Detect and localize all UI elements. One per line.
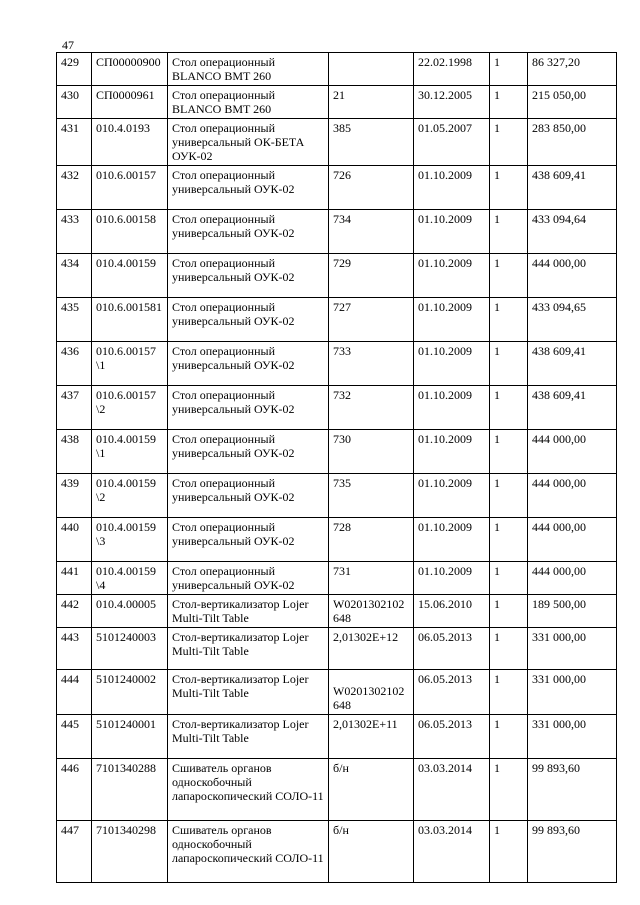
row-number: 438 bbox=[57, 430, 92, 474]
inventory-code: 5101240003 bbox=[92, 628, 168, 670]
cost-value: 331 000,00 bbox=[528, 715, 617, 759]
row-number: 431 bbox=[57, 119, 92, 166]
row-number: 436 bbox=[57, 342, 92, 386]
quantity: 1 bbox=[490, 210, 528, 254]
table-row bbox=[57, 119, 617, 166]
cost-value: 438 609,41 bbox=[528, 342, 617, 386]
inventory-code: СП0000961 bbox=[92, 86, 168, 119]
item-name: Стол операционный универсальный ОК-БЕТА ОУК-02 bbox=[168, 119, 329, 166]
acquisition-date: 01.10.2009 bbox=[414, 166, 490, 210]
cost-value: 86 327,20 bbox=[528, 53, 617, 86]
cost-value: 331 000,00 bbox=[528, 670, 617, 715]
row-number: 434 bbox=[57, 254, 92, 298]
table-row bbox=[57, 759, 617, 821]
page-number: 47 bbox=[62, 38, 74, 52]
table-row bbox=[57, 628, 617, 670]
serial-number: 2,01302E+12 bbox=[329, 628, 414, 670]
quantity: 1 bbox=[490, 518, 528, 562]
acquisition-date: 06.05.2013 bbox=[414, 670, 490, 715]
serial-number: 732 bbox=[329, 386, 414, 430]
inventory-code: 7101340288 bbox=[92, 759, 168, 821]
quantity: 1 bbox=[490, 821, 528, 883]
cost-value: 438 609,41 bbox=[528, 386, 617, 430]
item-name: Стол операционный универсальный ОУК-02 bbox=[168, 474, 329, 518]
inventory-code: 7101340298 bbox=[92, 821, 168, 883]
table-row bbox=[57, 430, 617, 474]
item-name: Стол операционный универсальный ОУК-02 bbox=[168, 430, 329, 474]
item-name: Стол-вертикализатор Lojer Multi-Tilt Table bbox=[168, 670, 329, 715]
serial-number: 2,01302E+11 bbox=[329, 715, 414, 759]
inventory-code: 010.6.00157\2 bbox=[92, 386, 168, 430]
serial-number: 734 bbox=[329, 210, 414, 254]
inventory-code: 010.4.00159\4 bbox=[92, 562, 168, 595]
cost-value: 331 000,00 bbox=[528, 628, 617, 670]
cost-value: 438 609,41 bbox=[528, 166, 617, 210]
row-number: 439 bbox=[57, 474, 92, 518]
table-row bbox=[57, 342, 617, 386]
inventory-code: 010.4.00159\3 bbox=[92, 518, 168, 562]
table-row bbox=[57, 595, 617, 628]
inventory-code: 010.6.00157 bbox=[92, 166, 168, 210]
quantity: 1 bbox=[490, 670, 528, 715]
inventory-code: 5101240001 bbox=[92, 715, 168, 759]
item-name: Стол операционный универсальный ОУК-02 bbox=[168, 254, 329, 298]
quantity: 1 bbox=[490, 342, 528, 386]
row-number: 437 bbox=[57, 386, 92, 430]
row-number: 447 bbox=[57, 821, 92, 883]
quantity: 1 bbox=[490, 595, 528, 628]
acquisition-date: 01.10.2009 bbox=[414, 210, 490, 254]
serial-number: 729 bbox=[329, 254, 414, 298]
item-name: Стол операционный универсальный ОУК-02 bbox=[168, 518, 329, 562]
cost-value: 99 893,60 bbox=[528, 759, 617, 821]
acquisition-date: 30.12.2005 bbox=[414, 86, 490, 119]
table-row bbox=[57, 474, 617, 518]
serial-number: 728 bbox=[329, 518, 414, 562]
cost-value: 189 500,00 bbox=[528, 595, 617, 628]
acquisition-date: 03.03.2014 bbox=[414, 821, 490, 883]
table-row bbox=[57, 166, 617, 210]
acquisition-date: 01.05.2007 bbox=[414, 119, 490, 166]
acquisition-date: 01.10.2009 bbox=[414, 562, 490, 595]
row-number: 432 bbox=[57, 166, 92, 210]
inventory-code: 010.4.00005 bbox=[92, 595, 168, 628]
cost-value: 444 000,00 bbox=[528, 518, 617, 562]
table-row bbox=[57, 821, 617, 883]
acquisition-date: 01.10.2009 bbox=[414, 474, 490, 518]
acquisition-date: 01.10.2009 bbox=[414, 298, 490, 342]
item-name: Стол-вертикализатор Lojer Multi-Tilt Table bbox=[168, 715, 329, 759]
table-row bbox=[57, 298, 617, 342]
serial-number bbox=[329, 53, 414, 86]
acquisition-date: 01.10.2009 bbox=[414, 386, 490, 430]
row-number: 433 bbox=[57, 210, 92, 254]
quantity: 1 bbox=[490, 474, 528, 518]
table-row bbox=[57, 670, 617, 715]
serial-number: 730 bbox=[329, 430, 414, 474]
row-number: 430 bbox=[57, 86, 92, 119]
item-name: Сшиватель органов односкобочный лапароскопический СОЛО-11 bbox=[168, 821, 329, 883]
serial-number: 733 bbox=[329, 342, 414, 386]
inventory-code: 010.4.0193 bbox=[92, 119, 168, 166]
acquisition-date: 01.10.2009 bbox=[414, 518, 490, 562]
item-name: Стол операционный BLANCO BMT 260 bbox=[168, 86, 329, 119]
quantity: 1 bbox=[490, 119, 528, 166]
acquisition-date: 22.02.1998 bbox=[414, 53, 490, 86]
inventory-code: СП00000900 bbox=[92, 53, 168, 86]
item-name: Стол-вертикализатор Lojer Multi-Tilt Table bbox=[168, 628, 329, 670]
quantity: 1 bbox=[490, 166, 528, 210]
acquisition-date: 06.05.2013 bbox=[414, 715, 490, 759]
table-row bbox=[57, 86, 617, 119]
inventory-code: 010.4.00159 bbox=[92, 254, 168, 298]
table-row bbox=[57, 53, 617, 86]
cost-value: 215 050,00 bbox=[528, 86, 617, 119]
serial-number: 726 bbox=[329, 166, 414, 210]
inventory-code: 010.6.00158 bbox=[92, 210, 168, 254]
item-name: Стол операционный универсальный ОУК-02 bbox=[168, 166, 329, 210]
serial-number: б/н bbox=[329, 821, 414, 883]
inventory-code: 010.6.001581 bbox=[92, 298, 168, 342]
table-row bbox=[57, 715, 617, 759]
acquisition-date: 06.05.2013 bbox=[414, 628, 490, 670]
serial-number: W0201302102648 bbox=[329, 670, 414, 715]
serial-number: 385 bbox=[329, 119, 414, 166]
serial-number: б/н bbox=[329, 759, 414, 821]
acquisition-date: 01.10.2009 bbox=[414, 430, 490, 474]
cost-value: 444 000,00 bbox=[528, 562, 617, 595]
quantity: 1 bbox=[490, 715, 528, 759]
table-row bbox=[57, 518, 617, 562]
quantity: 1 bbox=[490, 430, 528, 474]
item-name: Стол операционный BLANCO BMT 260 bbox=[168, 53, 329, 86]
table-row bbox=[57, 210, 617, 254]
item-name: Стол операционный универсальный ОУК-02 bbox=[168, 386, 329, 430]
inventory-code: 010.4.00159\2 bbox=[92, 474, 168, 518]
quantity: 1 bbox=[490, 53, 528, 86]
item-name: Стол операционный универсальный ОУК-02 bbox=[168, 342, 329, 386]
cost-value: 99 893,60 bbox=[528, 821, 617, 883]
row-number: 443 bbox=[57, 628, 92, 670]
row-number: 446 bbox=[57, 759, 92, 821]
item-name: Сшиватель органов односкобочный лапароскопический СОЛО-11 bbox=[168, 759, 329, 821]
quantity: 1 bbox=[490, 298, 528, 342]
item-name: Стол операционный универсальный ОУК-02 bbox=[168, 210, 329, 254]
cost-value: 444 000,00 bbox=[528, 474, 617, 518]
row-number: 440 bbox=[57, 518, 92, 562]
quantity: 1 bbox=[490, 628, 528, 670]
item-name: Стол операционный универсальный ОУК-02 bbox=[168, 298, 329, 342]
item-name: Стол-вертикализатор Lojer Multi-Tilt Table bbox=[168, 595, 329, 628]
row-number: 444 bbox=[57, 670, 92, 715]
item-name: Стол операционный универсальный ОУК-02 bbox=[168, 562, 329, 595]
table-row bbox=[57, 254, 617, 298]
quantity: 1 bbox=[490, 254, 528, 298]
acquisition-date: 15.06.2010 bbox=[414, 595, 490, 628]
row-number: 442 bbox=[57, 595, 92, 628]
table-row bbox=[57, 562, 617, 595]
serial-number: 727 bbox=[329, 298, 414, 342]
quantity: 1 bbox=[490, 759, 528, 821]
serial-number: W0201302102648 bbox=[329, 595, 414, 628]
acquisition-date: 03.03.2014 bbox=[414, 759, 490, 821]
inventory-code: 010.6.00157\1 bbox=[92, 342, 168, 386]
acquisition-date: 01.10.2009 bbox=[414, 254, 490, 298]
inventory-table bbox=[56, 52, 617, 883]
serial-number: 731 bbox=[329, 562, 414, 595]
row-number: 429 bbox=[57, 53, 92, 86]
cost-value: 283 850,00 bbox=[528, 119, 617, 166]
row-number: 435 bbox=[57, 298, 92, 342]
cost-value: 433 094,64 bbox=[528, 210, 617, 254]
acquisition-date: 01.10.2009 bbox=[414, 342, 490, 386]
inventory-code: 010.4.00159\1 bbox=[92, 430, 168, 474]
inventory-code: 5101240002 bbox=[92, 670, 168, 715]
table-row bbox=[57, 386, 617, 430]
serial-number: 735 bbox=[329, 474, 414, 518]
cost-value: 444 000,00 bbox=[528, 254, 617, 298]
serial-number: 21 bbox=[329, 86, 414, 119]
quantity: 1 bbox=[490, 386, 528, 430]
row-number: 445 bbox=[57, 715, 92, 759]
quantity: 1 bbox=[490, 562, 528, 595]
cost-value: 433 094,65 bbox=[528, 298, 617, 342]
cost-value: 444 000,00 bbox=[528, 430, 617, 474]
row-number: 441 bbox=[57, 562, 92, 595]
quantity: 1 bbox=[490, 86, 528, 119]
